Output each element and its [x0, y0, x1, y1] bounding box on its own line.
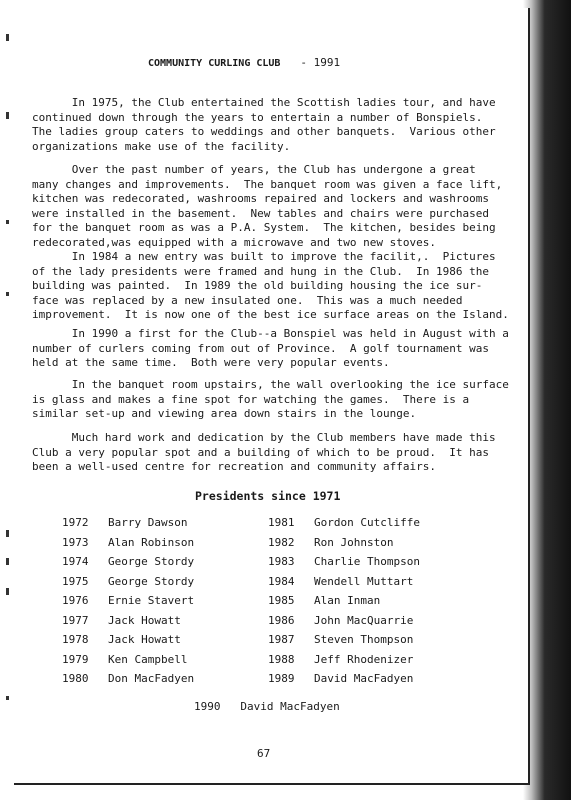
president-year: 1984 — [268, 574, 295, 588]
president-name: Alan Robinson — [108, 535, 195, 549]
president-year: 1973 — [62, 535, 89, 549]
president-row — [62, 536, 194, 549]
president-year: 1980 — [62, 672, 89, 685]
president-row — [268, 555, 420, 568]
president-row — [62, 516, 187, 529]
president-name: Steven Thompson — [314, 633, 414, 646]
paragraph-1: In 1975, the Club entertained the Scottish ladies tour, and have continued down through the years to entertain a number of Bonspiels. The ladies group caters to weddings and other banquets. Various other organizations make use of the facility. — [32, 96, 496, 153]
paragraph-5: In the banquet room upstairs, the wall overlooking the ice surface is glass and makes a fine spot for watching the games. There is a similar set-up and viewing area down stairs in the lounge. — [32, 378, 509, 421]
president-year: 1987 — [268, 633, 295, 646]
president-year: 1986 — [268, 613, 295, 627]
president-row — [268, 536, 393, 549]
paragraph-3: In 1984 a new entry was built to improve the facilit,. Pictures of the lady presidents were framed and hung in the Club. In 1986 the building was painted. In 1989 the old building housing the ice sur- face was replaced by a new insulated one. This was a much needed improvement. It is now one of the best ice surface areas on the Island. — [32, 250, 509, 322]
president-name: Charlie Thompson — [314, 555, 420, 568]
president-year: 1989 — [268, 672, 295, 685]
president-name: George Stordy — [108, 574, 195, 588]
president-row — [268, 594, 380, 607]
president-name: Jack Howatt — [108, 633, 181, 646]
president-row — [62, 633, 181, 646]
president-year: 1985 — [268, 594, 295, 607]
president-row — [62, 594, 194, 607]
president-year: 1981 — [268, 516, 295, 529]
president-name: Barry Dawson — [108, 516, 188, 529]
president-name: Ernie Stavert — [108, 594, 195, 607]
president-name: David MacFadyen — [314, 672, 414, 685]
president-name: Ken Campbell — [108, 652, 188, 666]
paragraph-6: Much hard work and dedication by the Club members have made this Club a very popular spot and a building of which to be proud. It has been a well-used centre for recreation and community affairs. — [32, 431, 496, 474]
header-dash: - — [300, 56, 307, 69]
president-name: Ron Johnston — [314, 535, 394, 549]
president-row — [268, 575, 413, 588]
page-number: 67 — [257, 747, 271, 760]
page-header — [148, 56, 340, 69]
president-name: George Stordy — [108, 555, 195, 568]
header-year: 1991 — [313, 56, 341, 69]
president-year: 1979 — [62, 652, 89, 666]
club-title: COMMUNITY CURLING CLUB — [148, 58, 281, 69]
president-name: John MacQuarrie — [314, 613, 414, 627]
binder-edge — [523, 0, 571, 800]
president-row — [268, 672, 413, 685]
president-year: 1974 — [62, 555, 89, 568]
president-row — [268, 516, 420, 529]
president-row — [268, 633, 413, 646]
president-row — [268, 614, 413, 627]
president-row — [268, 653, 413, 666]
president-row — [62, 575, 194, 588]
president-name: Don MacFadyen — [108, 672, 195, 685]
president-name: Gordon Cutcliffe — [314, 516, 420, 529]
president-year: 1988 — [268, 652, 295, 666]
president-row — [62, 614, 181, 627]
president-year: 1982 — [268, 535, 295, 549]
paragraph-2: Over the past number of years, the Club has undergone a great many changes and improvements. The banquet room was given a face lift, kitchen was redecorated, washrooms repaired and lockers and washrooms were installed in the basement. New tables and chairs were purchased for the banquet room as was a P.A. System. The kitchen, besides being redecorated,was equipped with a microwave and two new stoves. — [32, 163, 503, 249]
president-name: Alan Inman — [314, 594, 381, 607]
president-year: 1972 — [62, 516, 89, 529]
punch-hole-marks — [0, 0, 16, 800]
final-name: David MacFadyen — [240, 700, 340, 713]
president-year: 1983 — [268, 555, 295, 568]
president-row — [62, 555, 194, 568]
president-name: Wendell Muttart — [314, 574, 414, 588]
president-year: 1976 — [62, 594, 89, 607]
president-year: 1978 — [62, 633, 89, 646]
president-year: 1977 — [62, 613, 89, 627]
president-row — [62, 653, 187, 666]
president-name: Jeff Rhodenizer — [314, 652, 414, 666]
final-year: 1990 — [194, 700, 221, 713]
president-row — [62, 672, 194, 685]
presidents-heading: Presidents since 1971 — [195, 489, 341, 503]
president-year: 1975 — [62, 574, 89, 588]
president-name: Jack Howatt — [108, 613, 181, 627]
final-president-row — [194, 700, 340, 713]
paragraph-4: In 1990 a first for the Club--a Bonspiel was held in August with number of curlers coming from out of Province. A golf tournament was held at the same time. Both were very popular events. — [32, 327, 496, 370]
